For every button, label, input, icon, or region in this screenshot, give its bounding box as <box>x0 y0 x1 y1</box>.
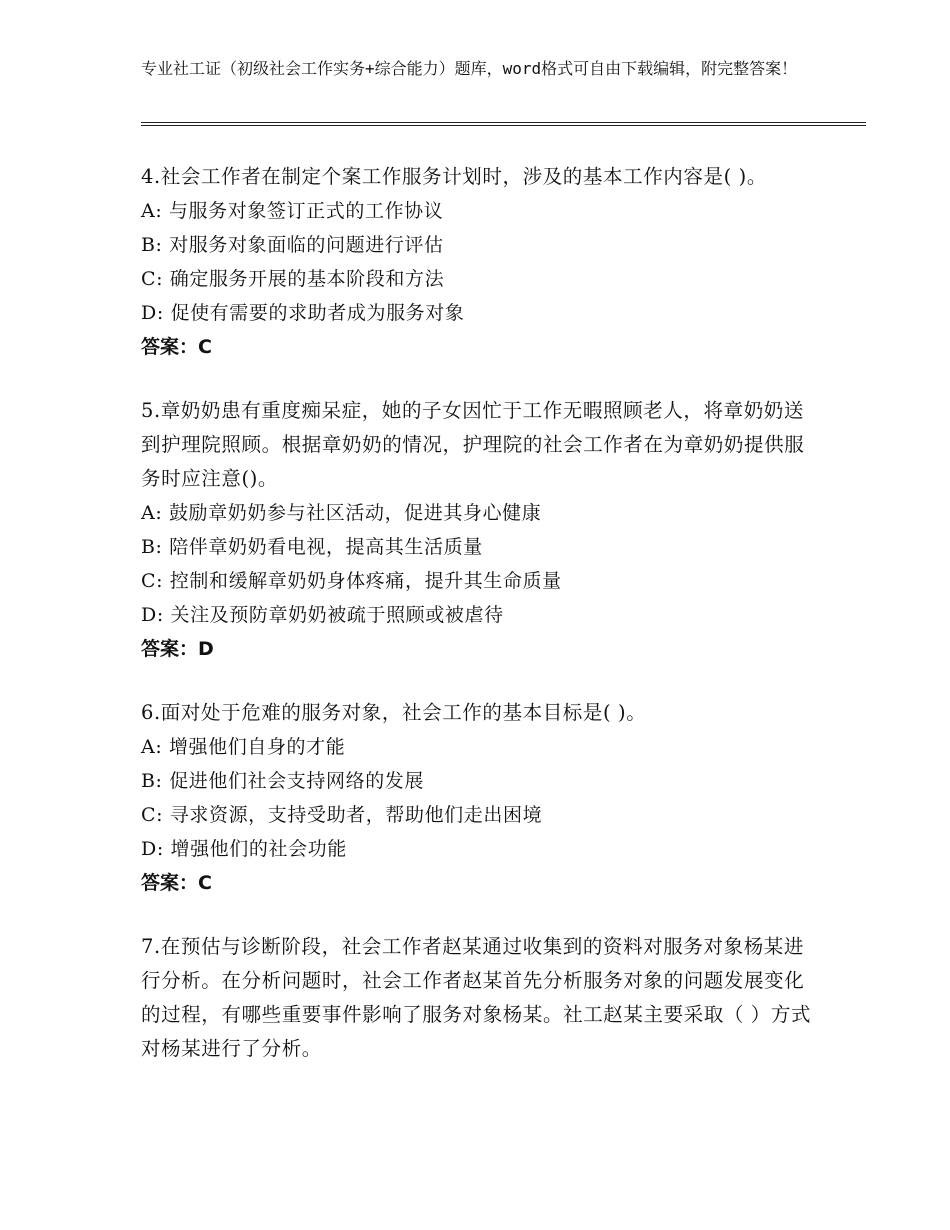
question-stem: 7.在预估与诊断阶段，社会工作者赵某通过收集到的资料对服务对象杨某进行分析。在分析问题时，社会工作者赵某首先分析服务对象的问题发展变化的过程，有哪些重要事件影响了服务对象杨某。社工赵某主要采取（ ）方式对杨某进行了分析。 <box>141 935 812 1060</box>
question-stem: 6.面对处于危难的服务对象，社会工作的基本目标是( )。 <box>141 701 647 724</box>
question-stem: 5.章奶奶患有重度痴呆症，她的子女因忙于工作无暇照顾老人，将章奶奶送到护理院照顾。根据章奶奶的情况，护理院的社会工作者在为章奶奶提供服务时应注意()。 <box>141 399 805 490</box>
header-divider-line <box>141 125 866 126</box>
option-b: B: 陪伴章奶奶看电视，提高其生活质量 <box>141 536 483 558</box>
header-divider-line <box>141 122 866 123</box>
option-b: B: 促进他们社会支持网络的发展 <box>141 770 425 792</box>
question-stem: 4.社会工作者在制定个案工作服务计划时，涉及的基本工作内容是( )。 <box>141 165 767 188</box>
option-a: A: 鼓励章奶奶参与社区活动，促进其身心健康 <box>141 502 542 524</box>
option-a: A: 与服务对象签订正式的工作协议 <box>141 200 444 222</box>
answer-label: 答案：C <box>141 872 212 894</box>
question-5 <box>141 394 821 666</box>
question-7 <box>141 930 821 1066</box>
option-c: C: 控制和缓解章奶奶身体疼痛，提升其生命质量 <box>141 570 562 592</box>
option-c: C: 寻求资源，支持受助者，帮助他们走出困境 <box>141 804 543 826</box>
option-a: A: 增强他们自身的才能 <box>141 736 346 758</box>
question-4 <box>141 160 821 364</box>
option-b: B: 对服务对象面临的问题进行评估 <box>141 234 444 256</box>
option-d: D: 促使有需要的求助者成为服务对象 <box>141 302 465 324</box>
document-header: 专业社工证（初级社会工作实务+综合能力）题库，word格式可自由下载编辑，附完整答案！ <box>141 59 798 78</box>
option-c: C: 确定服务开展的基本阶段和方法 <box>141 268 445 290</box>
question-list <box>141 160 821 1096</box>
option-d: D: 关注及预防章奶奶被疏于照顾或被虐待 <box>141 604 504 626</box>
option-d: D: 增强他们的社会功能 <box>141 838 347 860</box>
question-6 <box>141 696 821 900</box>
answer-label: 答案：D <box>141 638 214 660</box>
answer-label: 答案：C <box>141 336 212 358</box>
